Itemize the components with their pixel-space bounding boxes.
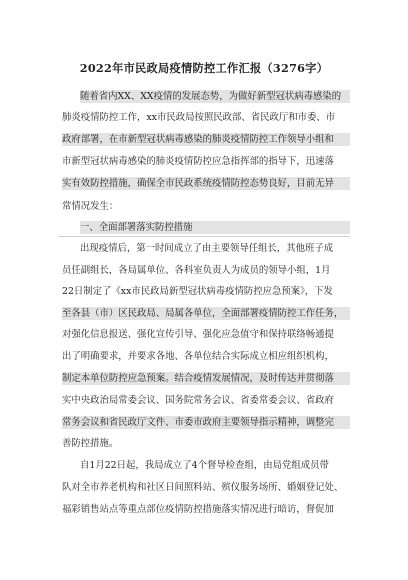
paragraph-line: 对强化信息报送、强化宣传引导、强化应急值守和保持联络畅通提 [62,329,334,340]
paragraph-line: 常情况发生： [62,201,119,212]
paragraph-line: 市新型冠状病毒感染的肺炎疫情防控应急指挥部的指导下，迅速落 [62,156,334,167]
paragraph-line: 常务会议和省民政厅文件、市委市政府主要领导指示精神，调整完 [62,416,350,429]
paragraph-line: 善防控措施。 [62,438,119,449]
paragraph-line: 自1月22日起，我局成立了4个督导检查组，由局党组成员带 [80,460,329,471]
divider [58,236,350,237]
paragraph-line: 队对全市养老机构和社区日间照料站、殡仪服务场所、婚姻登记处、 [62,482,344,493]
paragraph-line: 22日制定了《xx市民政局新型冠状病毒疫情防控应急预案》，下发 [62,286,333,297]
paragraph-line: 福彩销售站点等重点部位疫情防控措施落实情况进行暗访，督促加 [62,504,334,515]
document-title: 2022年市民政局疫情防控工作汇报（3276字） [79,61,329,75]
paragraph-line: 制定本单位防控应急预案。结合疫情发展情况，及时传达并贯彻落 [62,372,350,385]
paragraph-line: 实有效防控措施，确保全市民政系统疫情防控态势良好，目前无异 [62,177,350,190]
paragraph-line: 随着省内XX、XX疫情的发展态势，为做好新型冠状病毒感染的 [80,90,350,103]
section-heading: 一、全面部署落实防控措施 [80,221,350,234]
paragraph-line: 实中央政治局常委会议、国务院常务会议、省委常委会议、省政府 [62,395,334,406]
paragraph-line: 肺炎疫情防控工作，xx市民政局按照民政部、省民政厅和市委、市 [62,112,336,123]
paragraph-line: 政府部署，在市新型冠状病毒感染的肺炎疫情防控工作领导小组和 [62,133,350,146]
paragraph-line: 至各县（市）区民政局、局属各单位，全面部署疫情防控工作任务， [62,307,350,320]
paragraph-line: 员任副组长，各局属单位、各科室负责人为成员的领导小组，1月 [62,265,331,276]
paragraph-line: 出了明确要求，并要求各地、各单位结合实际成立相应组织机构， [62,351,334,362]
paragraph-line: 出现疫情后，第一时间成立了由主要领导任组长，其他班子成 [80,243,334,254]
